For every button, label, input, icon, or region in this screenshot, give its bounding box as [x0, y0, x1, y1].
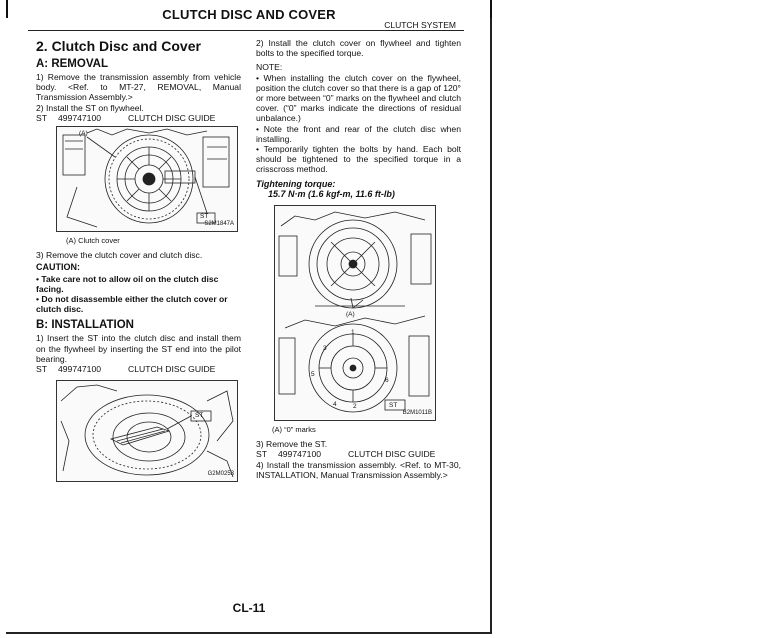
bolt-number: 6 — [385, 377, 389, 385]
special-tool-line — [256, 449, 461, 459]
note-item-1: • When installing the clutch cover on the flywheel, position the clutch cover so that there is a gap of 120° or more between “0” marks on the flywheel and clutch cover. (“0” marks indicate the directions of residual unbalance.) — [256, 72, 461, 124]
figure-label-st: ST — [389, 402, 398, 410]
clutch-cover-illustration — [57, 127, 237, 231]
note-item-3: • Temporarily tighten the bolts by hand. Each bolt should be tightened to the specified torque in a crisscross method. — [256, 144, 461, 175]
torque-value: 15.7 N·m (1.6 kgf-m, 11.6 ft-lb) — [268, 188, 395, 199]
header-title: CLUTCH DISC AND COVER — [162, 7, 336, 22]
st-label: ST — [36, 364, 47, 375]
st-label: ST — [36, 112, 47, 123]
special-tool-line — [36, 113, 241, 123]
torque-label: Tightening torque: — [256, 178, 336, 189]
special-tool-line — [36, 364, 241, 374]
right-column — [256, 38, 461, 480]
figure-label-a: (A) — [79, 130, 88, 138]
installation-step-1: 1) Insert the ST into the clutch disc and install them on the flywheel by inserting the ST end into the pilot bearing. — [36, 333, 241, 364]
st-number: 499747100 — [58, 364, 102, 375]
removal-step-1: 1) Remove the transmission assembly from vehicle body. <Ref. to MT-27, REMOVAL, Manual Transmission Assembly.> — [36, 72, 241, 103]
figure-code: B2M1011B — [402, 409, 432, 416]
zero-marks-illustration — [275, 206, 435, 420]
figure-caption: (A) “0” marks — [272, 425, 316, 435]
bolt-number: 3 — [323, 345, 327, 353]
figure-code: G2M0253 — [207, 471, 234, 478]
figure-code: S2M1847A — [204, 220, 234, 227]
st-name: CLUTCH DISC GUIDE — [348, 449, 436, 460]
page-number: CL-11 — [232, 601, 266, 615]
removal-heading: A: REMOVAL — [36, 58, 108, 70]
caution-item-2: • Do not disassemble either the clutch cover or clutch disc. — [36, 294, 228, 315]
caution-heading: CAUTION: — [36, 262, 80, 273]
note-heading: NOTE: — [256, 62, 283, 73]
st-number: 499747100 — [58, 112, 102, 123]
st-name: CLUTCH DISC GUIDE — [128, 112, 216, 123]
caution-item-1: • Take care not to allow oil on the clutch disc facing. — [36, 273, 219, 294]
figure-label-st: ST — [200, 213, 209, 221]
installation-step-2: 2) Install the clutch cover on flywheel and tighten bolts to the specified torque. — [256, 38, 461, 59]
figure-disc-guide-insertion — [56, 380, 238, 482]
st-name: CLUTCH DISC GUIDE — [128, 364, 216, 375]
figure-clutch-cover-removal — [56, 126, 238, 232]
bolt-number: 5 — [311, 371, 315, 379]
figure-label-st: ST — [195, 412, 204, 420]
installation-heading: B: INSTALLATION — [36, 319, 134, 332]
bolt-number: 1 — [351, 329, 355, 337]
bolt-number: 2 — [353, 403, 357, 411]
st-label: ST — [256, 449, 267, 460]
disc-guide-illustration — [57, 381, 237, 481]
installation-step-4: 4) Install the transmission assembly. <Ref. to MT-30, INSTALLATION, Manual Transmission Assembly.> — [256, 459, 461, 480]
page-title: 2. Clutch Disc and Cover — [36, 38, 201, 54]
header-divider — [28, 30, 464, 31]
left-column — [36, 38, 241, 482]
bolt-number: 4 — [333, 401, 337, 409]
figure-zero-marks-and-bolt-order — [274, 205, 436, 421]
st-number: 499747100 — [278, 449, 322, 460]
removal-step-3: 3) Remove the clutch cover and clutch disc. — [36, 250, 203, 261]
figure-label-a: (A) — [346, 311, 355, 319]
header-section: CLUTCH SYSTEM — [384, 20, 456, 30]
removal-step-2: 2) Install the ST on flywheel. — [36, 102, 144, 113]
installation-step-3: 3) Remove the ST. — [256, 439, 328, 450]
note-item-2: • Note the front and rear of the clutch disc when installing. — [256, 123, 461, 144]
figure-caption: (A) Clutch cover — [66, 236, 120, 246]
manual-page — [6, 0, 492, 634]
